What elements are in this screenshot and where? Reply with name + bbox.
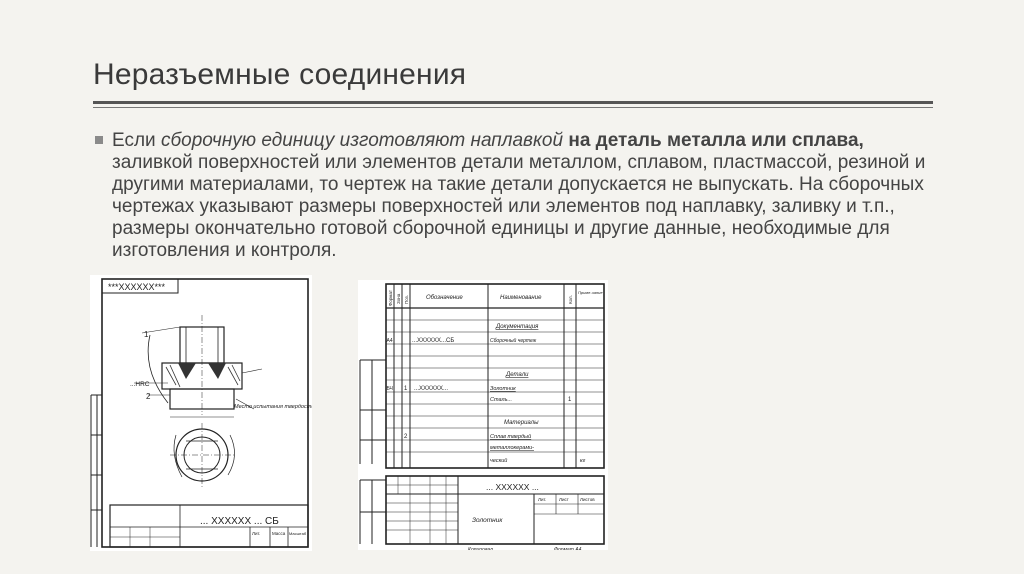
para-text-bold: на деталь металла или сплава, bbox=[563, 130, 864, 151]
hdr-format: Формат bbox=[388, 290, 393, 306]
bullet-marker bbox=[95, 136, 103, 144]
leader-1: 1 bbox=[144, 330, 149, 339]
hdr-qty: Кол. bbox=[568, 295, 573, 304]
row-part-pos: 1 bbox=[404, 386, 408, 392]
weld-overlay-hatch bbox=[166, 363, 240, 387]
para-text-normal: Если bbox=[112, 130, 161, 151]
hdr-name: Наименование bbox=[500, 295, 542, 301]
hdr-zone: Зона bbox=[396, 293, 401, 304]
row-part-qty: 1 bbox=[568, 397, 572, 403]
copy-label: Копировал bbox=[468, 547, 493, 550]
hdr-designation: Обозначение bbox=[426, 295, 463, 301]
row-mat-name2: металлокерами- bbox=[490, 445, 534, 451]
row-doc-designation: ...XXXXXX...СБ bbox=[412, 338, 455, 344]
row-mat-name3: ческий bbox=[490, 458, 508, 464]
assembly-drawing-svg bbox=[90, 275, 312, 551]
section-docs: Документация bbox=[496, 324, 539, 330]
title-underline-thick bbox=[93, 101, 933, 104]
assembly-drawing bbox=[90, 275, 312, 551]
para-text-rest: заливкой поверхностей или элементов детали металлом, сплавом, пластмассой, резиной и другими материалами, то чертеж на такие детали допускается не выпускать. На сборочных чертежах указывают размеры поверхностей или элементов под наплавку, заливку и т.п., размеры окончательно готовой сборочной единицы и другие данные, необходимые для изготовления и контроля. bbox=[112, 152, 926, 261]
slide-title: Неразъемные соединения bbox=[93, 58, 467, 91]
drawing-bottom-code: ... XXXXXX ... СБ bbox=[200, 516, 279, 527]
spec-stamp-sheets: Листов bbox=[580, 497, 595, 502]
row-part-name2: Сталь... bbox=[490, 397, 513, 403]
stamp-cell-scale: Масштаб bbox=[289, 531, 307, 536]
hdr-pos: Поз. bbox=[404, 295, 409, 304]
row-doc-format: А4 bbox=[386, 338, 393, 344]
spec-stamp-lit: Лит. bbox=[538, 497, 547, 502]
spec-stamp-name: Золотник bbox=[472, 517, 503, 524]
stamp-cell-lit: Лит. bbox=[252, 531, 261, 536]
spec-stamp-sheet: Лист bbox=[559, 497, 569, 502]
row-doc-name: Сборочный чертеж bbox=[490, 338, 537, 344]
title-underline-thin bbox=[93, 107, 933, 108]
specification-sheet bbox=[358, 280, 608, 550]
stamp-cell-mass: Масса bbox=[272, 531, 286, 536]
row-part-format: БЧ bbox=[386, 386, 393, 392]
body-paragraph bbox=[112, 130, 942, 262]
section-materials: Материалы bbox=[504, 420, 539, 426]
format-label: Формат А4 bbox=[554, 547, 582, 550]
row-mat-unit: кг bbox=[580, 458, 586, 464]
row-mat-name1: Сплав твердый bbox=[490, 434, 532, 440]
section-parts: Детали bbox=[506, 372, 529, 378]
hrc-label: ...HRC bbox=[130, 381, 150, 388]
spec-stamp-code: ... XXXXXX ... bbox=[486, 482, 539, 492]
test-place-label: Место испытания твердости bbox=[234, 404, 312, 410]
row-part-name1: Золотник bbox=[490, 386, 516, 392]
hdr-note: Приме-чание bbox=[578, 290, 603, 295]
drawing-top-code: ***XXXXXX*** bbox=[108, 282, 166, 292]
row-part-designation: ...XXXXXX... bbox=[414, 386, 449, 392]
specification-svg bbox=[358, 280, 608, 550]
row-mat-pos: 2 bbox=[404, 434, 408, 440]
leader-2: 2 bbox=[146, 392, 151, 401]
para-text-italic: сборочную единицу изготовляют наплавкой bbox=[160, 130, 564, 151]
